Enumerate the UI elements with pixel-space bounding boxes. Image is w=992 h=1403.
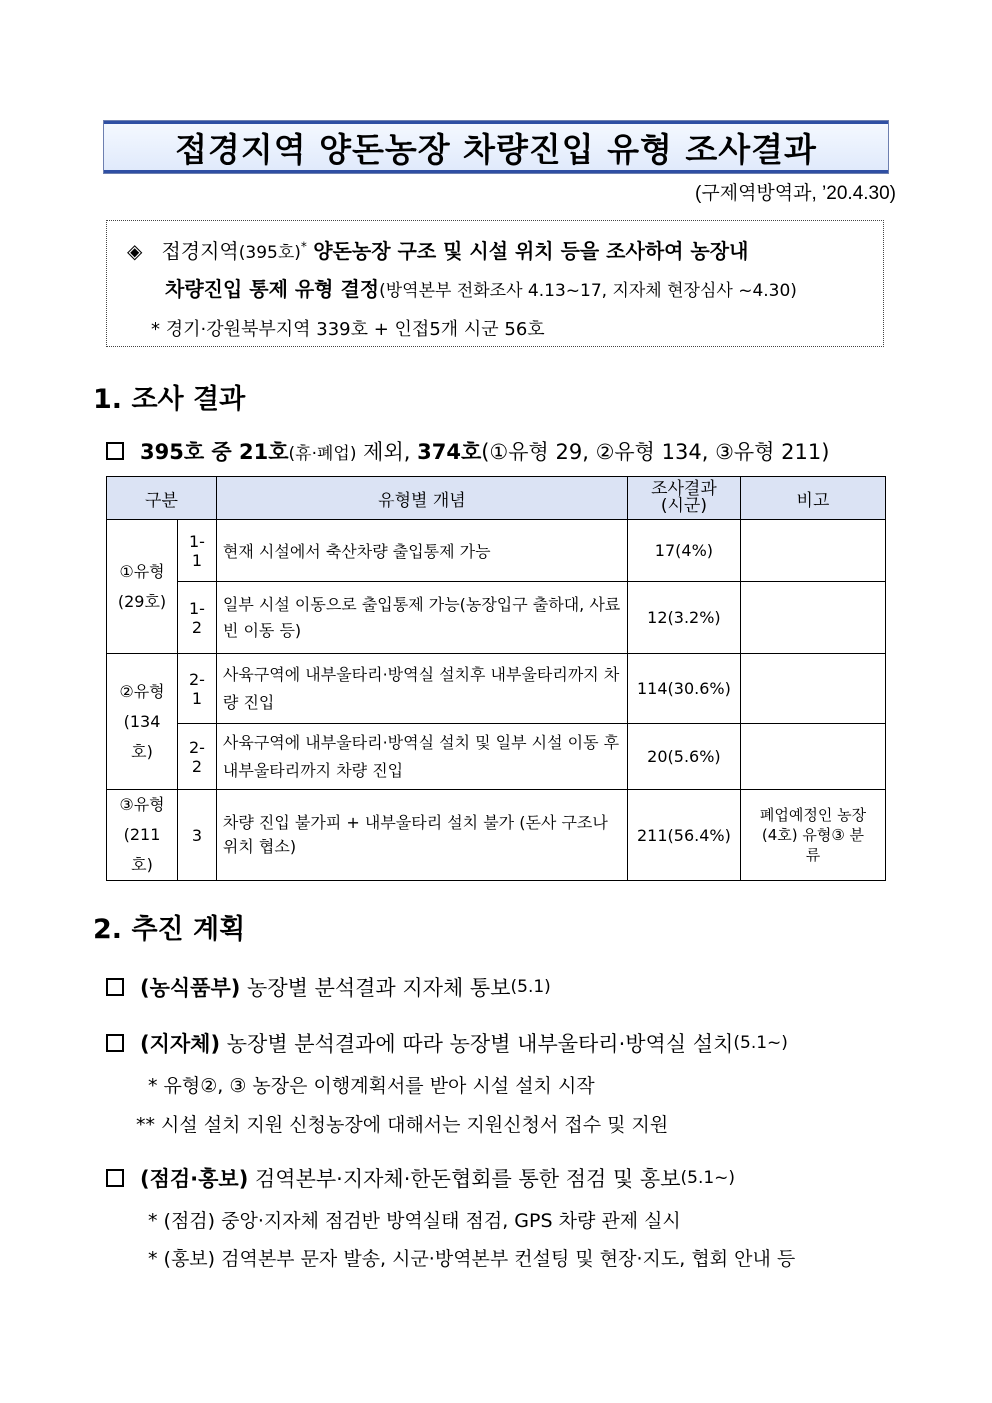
summary-star: *	[300, 239, 307, 254]
table-row	[107, 790, 886, 881]
header-category: 구분	[107, 477, 217, 520]
summary-schedule: (방역본부 전화조사 4.13~17, 지자체 현장심사 ~4.30)	[379, 281, 797, 301]
table-row	[107, 654, 886, 724]
group-label: ②유형	[119, 681, 165, 701]
s1-net: 374호	[417, 440, 482, 464]
s1-breakdown: (①유형 29, ②유형 134, ③유형 211)	[481, 440, 830, 464]
row-result: 114(30.6%)	[627, 654, 740, 724]
plan-item-1	[106, 972, 551, 1002]
checkbox-icon	[106, 1169, 124, 1187]
summary-region: 접경지역	[161, 239, 239, 263]
plan-item-3	[106, 1163, 735, 1193]
row-code: 1-2	[178, 582, 217, 654]
row-code: 2-2	[178, 724, 217, 790]
plan-item-2-note-1: * 유형②, ③ 농장은 이행계획서를 받아 시설 설치 시작	[148, 1075, 595, 1097]
plan-item-3-text: 검역본부·지자체·한돈협회를 통한 점검 및 홍보	[255, 1167, 681, 1191]
title-box	[103, 120, 889, 174]
row-code: 1-1	[178, 520, 217, 582]
group-count: (211호)	[123, 825, 161, 874]
plan-item-2-text: 농장별 분석결과에 따라 농장별 내부울타리·방역실 설치	[226, 1032, 734, 1056]
row-result: 17(4%)	[627, 520, 740, 582]
plan-item-2-note-2: ** 시설 설치 지원 신청농장에 대해서는 지원신청서 접수 및 지원	[136, 1114, 669, 1136]
row-code: 2-1	[178, 654, 217, 724]
summary-line-2	[165, 273, 797, 302]
summary-count: (395호)	[238, 243, 301, 263]
plan-item-3-date: (5.1~)	[680, 1168, 736, 1188]
row-result: 20(5.6%)	[627, 724, 740, 790]
group-count: (134호)	[123, 711, 161, 761]
plan-item-2-agency: (지자체)	[140, 1032, 221, 1056]
row-result: 12(3.2%)	[627, 582, 740, 654]
group-label: ③유형	[119, 795, 165, 814]
section1-summary	[106, 436, 829, 466]
s1-excluded: 제외,	[363, 440, 411, 464]
group-label: ①유형	[119, 561, 165, 581]
row-code: 3	[178, 790, 217, 881]
header-note: 비고	[740, 477, 885, 520]
row-concept: 현재 시설에서 축산차량 출입통제 가능	[216, 520, 627, 582]
group-type2	[107, 654, 178, 790]
page-title: 접경지역 양돈농장 차량진입 유형 조사결과	[175, 129, 817, 169]
plan-item-1-agency: (농식품부)	[140, 976, 241, 1000]
table-row	[107, 724, 886, 790]
row-concept: 사육구역에 내부울타리·방역실 설치후 내부울타리까지 차량 진입	[216, 654, 627, 724]
plan-item-3-note-1: * (점검) 중앙·지자체 점검반 방역실태 점검, GPS 차량 관제 실시	[148, 1210, 681, 1232]
plan-item-1-text: 농장별 분석결과 지자체 통보	[247, 976, 511, 1000]
row-result: 211(56.4%)	[627, 790, 740, 881]
summary-bullet: ◈	[127, 239, 143, 263]
section2-heading: 2. 추진 계획	[93, 914, 246, 945]
survey-table	[106, 476, 886, 881]
group-type3	[107, 790, 178, 881]
plan-item-3-agency: (점검·홍보)	[140, 1167, 249, 1191]
summary-line-1	[127, 235, 748, 264]
row-note	[740, 654, 885, 724]
row-note	[740, 520, 885, 582]
plan-item-1-date: (5.1)	[510, 977, 551, 997]
header-concept: 유형별 개념	[216, 477, 627, 520]
section1-heading: 1. 조사 결과	[93, 384, 246, 415]
checkbox-icon	[106, 1034, 124, 1052]
checkbox-icon	[106, 978, 124, 996]
row-concept: 일부 시설 이동으로 출입통제 가능(농장입구 출하대, 사료빈 이동 등)	[216, 582, 627, 654]
summary-footnote: * 경기·강원북부지역 339호 + 인접5개 시군 56호	[151, 319, 545, 340]
row-note	[740, 724, 885, 790]
s1-total: 395호 중 21호	[140, 440, 289, 464]
row-note: 폐업예정인 농장(4호) 유형③ 분류	[740, 790, 885, 881]
plan-item-3-note-2: * (홍보) 검역본부 문자 발송, 시군·방역본부 컨설팅 및 현장·지도, 협회 안내 등	[148, 1248, 796, 1270]
summary-box	[106, 220, 884, 347]
plan-item-2-date: (5.1~)	[733, 1033, 788, 1053]
summary-text-2: 차량진입 통제 유형 결정	[165, 277, 380, 301]
s1-closed: (휴·폐업)	[288, 443, 357, 464]
table-row	[107, 520, 886, 582]
department-date: (구제역방역과, ’20.4.30)	[695, 183, 896, 204]
header-result: 조사결과 (시군)	[627, 477, 740, 520]
group-type1	[107, 520, 178, 654]
table-row	[107, 582, 886, 654]
row-concept: 차량 진입 불가피 + 내부울타리 설치 불가 (돈사 구조나 위치 협소)	[216, 790, 627, 881]
group-count: (29호)	[117, 591, 167, 611]
checkbox-icon	[106, 442, 124, 460]
row-note	[740, 582, 885, 654]
row-concept: 사육구역에 내부울타리·방역실 설치 및 일부 시설 이동 후 내부울타리까지 차량 진입	[216, 724, 627, 790]
summary-text-1: 양돈농장 구조 및 시설 위치 등을 조사하여 농장내	[313, 239, 749, 263]
plan-item-2	[106, 1028, 788, 1058]
table-header-row	[107, 477, 886, 520]
